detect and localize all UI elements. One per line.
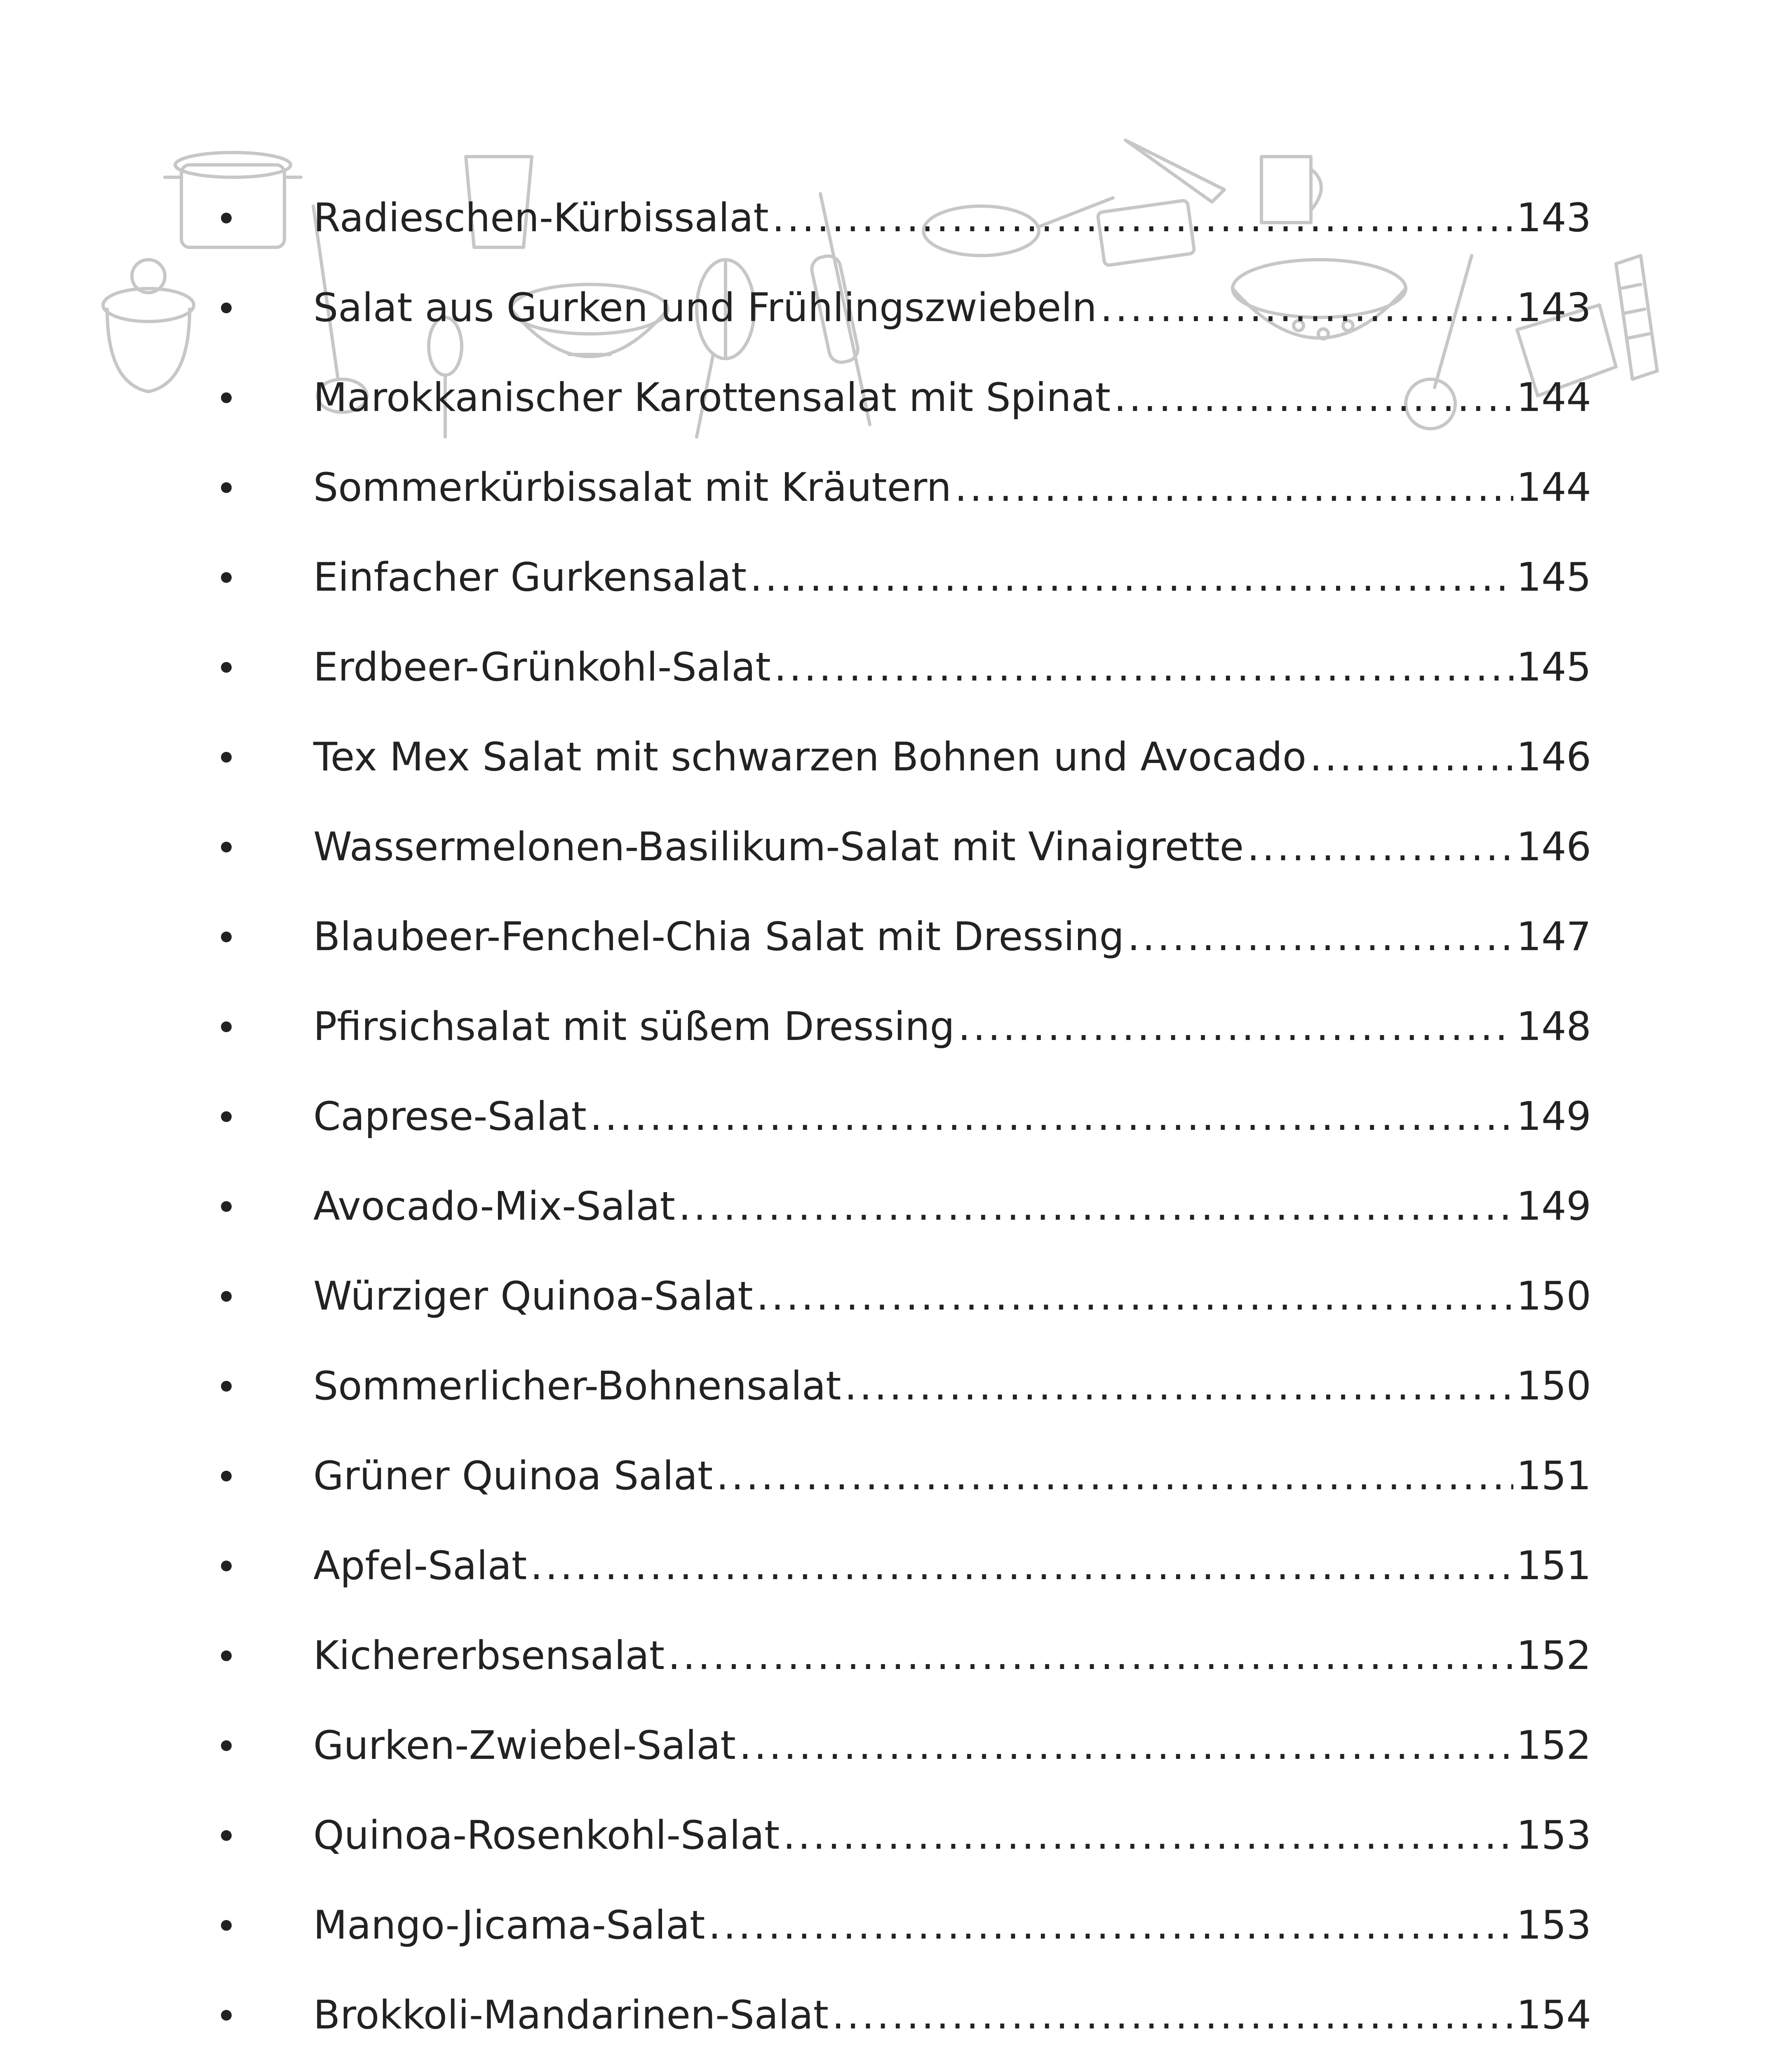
dot-leader <box>1247 828 1513 867</box>
toc-entry-page-number: 150 <box>1516 1273 1591 1319</box>
toc-entry[interactable] <box>243 712 1591 802</box>
toc-entry-title: Blaubeer-Fenchel-Chia Salat mit Dressing <box>313 914 1124 960</box>
table-of-contents <box>243 173 1591 2061</box>
bullet-icon <box>221 1650 232 1661</box>
bullet-icon <box>221 1561 232 1571</box>
toc-entry[interactable] <box>243 1611 1591 1701</box>
toc-entry-page-number: 151 <box>1516 1453 1591 1499</box>
toc-entry-title: Erdbeer-Grünkohl-Salat <box>313 644 771 690</box>
toc-entry-page-number: 144 <box>1516 375 1591 420</box>
toc-entry-line <box>313 1363 1591 1409</box>
toc-entry-page-number: 150 <box>1516 1363 1591 1409</box>
toc-entry-title: Salat aus Gurken und Frühlingszwiebeln <box>313 285 1097 331</box>
dot-leader <box>739 1726 1513 1765</box>
toc-entry-line <box>313 465 1591 510</box>
toc-entry-line <box>313 914 1591 960</box>
toc-entry-title: Radieschen-Kürbissalat <box>313 195 769 241</box>
bullet-icon <box>221 303 232 313</box>
toc-entry-line <box>313 1453 1591 1499</box>
toc-entry-page-number: 147 <box>1516 914 1591 960</box>
toc-entry-line <box>313 375 1591 420</box>
dot-leader <box>756 1277 1513 1316</box>
toc-entry[interactable] <box>243 802 1591 892</box>
bullet-icon <box>221 1830 232 1841</box>
toc-entry-title: Grüner Quinoa Salat <box>313 1453 713 1499</box>
toc-entry[interactable] <box>243 1521 1591 1611</box>
toc-entry-title: Sommerkürbissalat mit Kräutern <box>313 465 951 510</box>
dot-leader <box>590 1097 1513 1136</box>
toc-entry-line <box>313 1992 1591 2038</box>
toc-entry-page-number: 152 <box>1516 1633 1591 1678</box>
toc-entry-title: Apfel-Salat <box>313 1543 527 1589</box>
toc-entry-title: Pfirsichsalat mit süßem Dressing <box>313 1004 955 1049</box>
toc-entry[interactable] <box>243 533 1591 622</box>
toc-entry-line <box>313 1183 1591 1229</box>
toc-entry-page-number: 153 <box>1516 1902 1591 1948</box>
toc-entry-line <box>313 285 1591 331</box>
toc-entry-line <box>313 1004 1591 1049</box>
bullet-icon <box>221 1201 232 1212</box>
dot-leader <box>832 1996 1513 2035</box>
dot-leader <box>845 1367 1513 1406</box>
toc-entry-page-number: 146 <box>1516 824 1591 870</box>
toc-entry-line <box>313 824 1591 870</box>
toc-entry[interactable] <box>243 1431 1591 1521</box>
dot-leader <box>1100 289 1513 328</box>
toc-entry-title: Caprese-Salat <box>313 1094 587 1139</box>
bullet-icon <box>221 1291 232 1302</box>
toc-entry[interactable] <box>243 173 1591 263</box>
toc-entry-line <box>313 734 1591 780</box>
dot-leader <box>1114 378 1513 418</box>
dot-leader <box>1310 738 1513 777</box>
bullet-icon <box>221 572 232 583</box>
bullet-icon <box>221 932 232 942</box>
dot-leader <box>679 1187 1513 1226</box>
dot-leader <box>958 1007 1513 1047</box>
toc-entry-title: Mango-Jicama-Salat <box>313 1902 705 1948</box>
toc-entry[interactable] <box>243 982 1591 1072</box>
dot-leader <box>750 558 1513 597</box>
toc-entry-line <box>313 1273 1591 1319</box>
toc-entry-page-number: 149 <box>1516 1183 1591 1229</box>
bullet-icon <box>221 662 232 673</box>
toc-entry[interactable] <box>243 1880 1591 1970</box>
toc-entry-title: Würziger Quinoa-Salat <box>313 1273 753 1319</box>
dot-leader <box>955 468 1513 507</box>
toc-entry-line <box>313 195 1591 241</box>
toc-entry-page-number: 144 <box>1516 465 1591 510</box>
toc-entry-page-number: 145 <box>1516 644 1591 690</box>
toc-entry[interactable] <box>243 1162 1591 1251</box>
toc-entry-page-number: 146 <box>1516 734 1591 780</box>
toc-entry[interactable] <box>243 1701 1591 1791</box>
toc-entry-title: Brokkoli-Mandarinen-Salat <box>313 1992 829 2038</box>
dot-leader <box>783 1816 1513 1855</box>
toc-entry[interactable] <box>243 1072 1591 1162</box>
bullet-icon <box>221 1740 232 1751</box>
toc-entry-title: Avocado-Mix-Salat <box>313 1183 675 1229</box>
toc-entry-line <box>313 1633 1591 1678</box>
toc-entry-line <box>313 1723 1591 1768</box>
toc-entry-page-number: 143 <box>1516 195 1591 241</box>
toc-entry-title: Quinoa-Rosenkohl-Salat <box>313 1812 780 1858</box>
toc-entry[interactable] <box>243 1970 1591 2060</box>
dot-leader <box>772 199 1513 238</box>
toc-entry-line <box>313 1902 1591 1948</box>
bullet-icon <box>221 2010 232 2021</box>
dot-leader <box>708 1906 1513 1945</box>
toc-entry-page-number: 148 <box>1516 1004 1591 1049</box>
toc-entry-line <box>313 554 1591 600</box>
toc-entry-title: Tex Mex Salat mit schwarzen Bohnen und Avocado <box>313 734 1306 780</box>
toc-entry-page-number: 154 <box>1516 1992 1591 2038</box>
dot-leader <box>530 1547 1513 1586</box>
grater-icon <box>1616 256 1657 379</box>
toc-entry[interactable] <box>243 1791 1591 1880</box>
toc-entry-line <box>313 1812 1591 1858</box>
toc-entry-title: Wassermelonen-Basilikum-Salat mit Vinaigrette <box>313 824 1244 870</box>
toc-entry-title: Sommerlicher-Bohnensalat <box>313 1363 841 1409</box>
dot-leader <box>774 648 1513 687</box>
toc-entry[interactable] <box>243 1251 1591 1341</box>
lidded-pot-icon <box>103 260 194 392</box>
toc-entry[interactable] <box>243 1341 1591 1431</box>
toc-entry-line <box>313 1094 1591 1139</box>
dot-leader <box>668 1636 1513 1676</box>
bullet-icon <box>221 482 232 493</box>
bullet-icon <box>221 1111 232 1122</box>
toc-entry[interactable] <box>243 622 1591 712</box>
toc-entry[interactable] <box>243 892 1591 982</box>
toc-entry-page-number: 145 <box>1516 554 1591 600</box>
bullet-icon <box>221 392 232 403</box>
bullet-icon <box>221 752 232 763</box>
toc-entry[interactable] <box>243 263 1591 353</box>
toc-entry-page-number: 149 <box>1516 1094 1591 1139</box>
toc-entry-page-number: 143 <box>1516 285 1591 331</box>
bullet-icon <box>221 1471 232 1481</box>
toc-entry-title: Gurken-Zwiebel-Salat <box>313 1723 736 1768</box>
toc-entry-title: Kichererbsensalat <box>313 1633 665 1678</box>
dot-leader <box>716 1457 1513 1496</box>
toc-entry-page-number: 151 <box>1516 1543 1591 1589</box>
bullet-icon <box>221 1381 232 1392</box>
toc-entry-line <box>313 1543 1591 1589</box>
toc-entry-line <box>313 644 1591 690</box>
bullet-icon <box>221 842 232 852</box>
bullet-icon <box>221 1920 232 1931</box>
bullet-icon <box>221 213 232 223</box>
toc-entry-page-number: 153 <box>1516 1812 1591 1858</box>
toc-entry[interactable] <box>243 443 1591 533</box>
dot-leader <box>1127 918 1513 957</box>
toc-entry-title: Einfacher Gurkensalat <box>313 554 747 600</box>
bullet-icon <box>221 1021 232 1032</box>
toc-entry-page-number: 152 <box>1516 1723 1591 1768</box>
toc-entry[interactable] <box>243 353 1591 443</box>
toc-entry-title: Marokkanischer Karottensalat mit Spinat <box>313 375 1111 420</box>
